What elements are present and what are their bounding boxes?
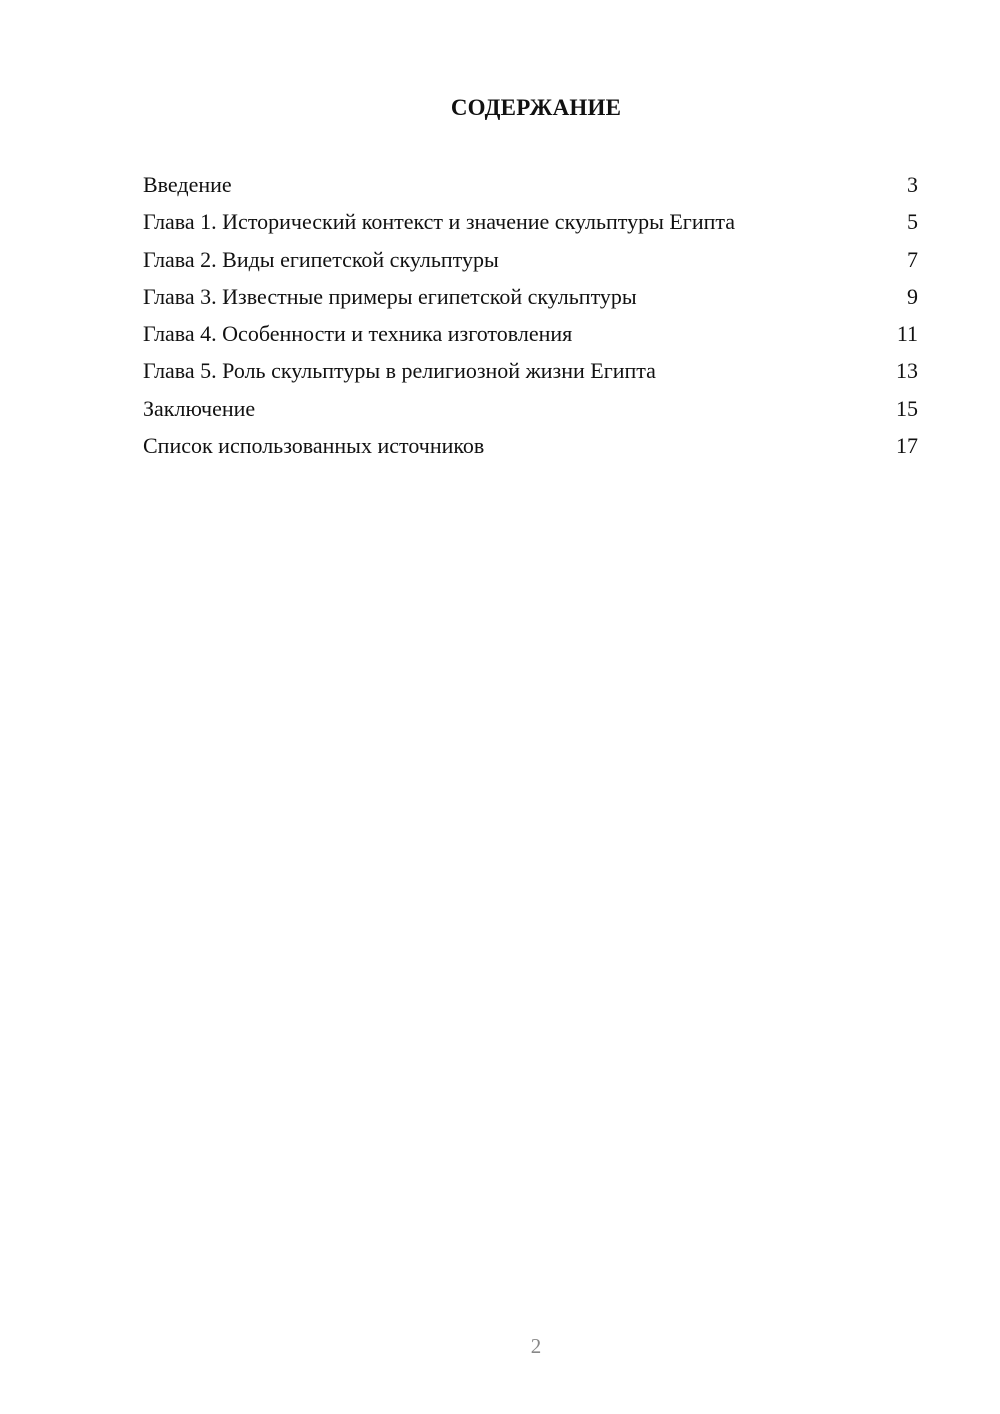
toc-entry-page: 3: [907, 172, 918, 197]
toc-entry-page: 9: [907, 283, 918, 309]
toc-entry-conclusion: [143, 394, 918, 431]
toc-entry-label: Глава 3. Известные примеры египетской скульптуры: [143, 283, 637, 309]
toc-entry-label: Глава 5. Роль скульптуры в религиозной жизни Египта: [143, 358, 656, 384]
toc-entry-label: Глава 1. Исторический контекст и значение скульптуры Египта: [143, 209, 736, 235]
toc-entry-label: Введение: [143, 172, 232, 197]
toc-entry-chapter-3: [143, 282, 918, 319]
table-of-contents: [143, 170, 918, 468]
page-title: СОДЕРЖАНИЕ: [450, 95, 622, 120]
toc-entry-chapter-1: [143, 207, 918, 244]
toc-entry-label: Заключение: [143, 395, 256, 421]
toc-entry-page: 17: [896, 433, 918, 459]
toc-entry-introduction: [143, 170, 918, 207]
toc-entry-chapter-2: [143, 245, 918, 282]
toc-entry-page: 15: [896, 395, 918, 421]
toc-entry-page: 5: [907, 209, 918, 235]
toc-entry-chapter-4: [143, 319, 918, 356]
toc-entry-label: Список использованных источников: [143, 433, 485, 459]
toc-entry-page: 11: [896, 321, 918, 347]
toc-entry-page: 7: [907, 246, 918, 272]
toc-entry-page: 13: [896, 358, 918, 384]
toc-entry-references: [143, 431, 918, 468]
page-number: 2: [530, 1334, 542, 1358]
toc-entry-label: Глава 2. Виды египетской скульптуры: [143, 246, 499, 272]
toc-entry-label: Глава 4. Особенности и техника изготовления: [143, 321, 573, 347]
toc-entry-chapter-5: [143, 356, 918, 393]
